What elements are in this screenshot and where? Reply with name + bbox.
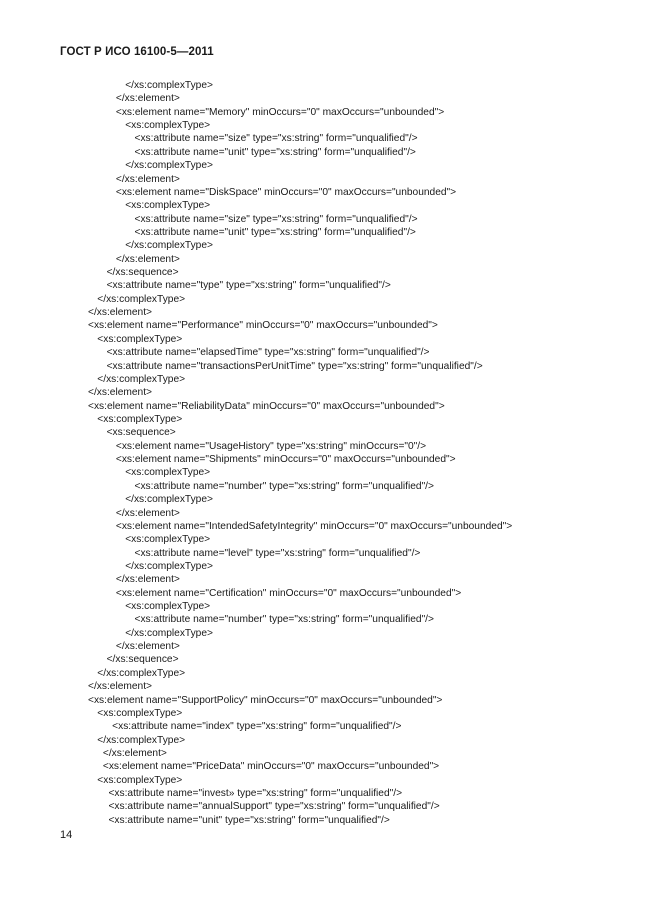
code-line: <xs:complexType>: [97, 707, 183, 719]
code-line: </xs:element>: [88, 307, 152, 319]
code-line: <xs:attribute name="unit" type="xs:string" form="unqualified"/>: [134, 226, 416, 238]
code-line: </xs:complexType>: [97, 734, 186, 746]
code-line: <xs:attribute name="annualSupport" type="xs:string" form="unqualified"/>: [108, 801, 440, 813]
code-line: </xs:complexType>: [125, 627, 213, 639]
code-line: </xs:element>: [88, 681, 152, 693]
code-line: <xs:attribute name="unit" type="xs:string" form="unqualified"/>: [108, 814, 390, 826]
code-line: </xs:element>: [115, 173, 180, 185]
code-line: </xs:complexType>: [125, 240, 213, 252]
page-number: 14: [60, 829, 73, 841]
code-line: <xs:attribute name="size" type="xs:string" form="unqualified"/>: [134, 213, 418, 225]
code-line: <xs:attribute name="type" type="xs:string" form="unqualified"/>: [106, 280, 391, 292]
code-line: <xs:attribute name="size" type="xs:string" form="unqualified"/>: [134, 133, 418, 145]
code-line: <xs:complexType>: [97, 333, 183, 345]
code-line: <xs:element name="Shipments" minOccurs="0" maxOccurs="unbounded">: [115, 454, 456, 466]
code-line: <xs:complexType>: [125, 200, 211, 212]
code-line: </xs:sequence>: [106, 654, 179, 666]
code-line: </xs:element>: [115, 93, 180, 105]
code-line: </xs:complexType>: [125, 80, 213, 91]
code-line: <xs:attribute name="level" type="xs:string" form="unqualified"/>: [134, 547, 421, 559]
code-line: <xs:element name="Certification" minOccurs="0" maxOccurs="unbounded">: [115, 587, 462, 599]
code-line: <xs:complexType>: [125, 601, 211, 613]
code-line: <xs:attribute name="unit" type="xs:string" form="unqualified"/>: [134, 146, 416, 158]
page-header-title: ГОСТ Р ИСО 16100-5—2011: [60, 46, 214, 58]
code-line: <xs:sequence>: [106, 427, 176, 439]
code-line: </xs:element>: [88, 387, 152, 399]
code-line: <xs:complexType>: [97, 774, 183, 786]
code-line: </xs:complexType>: [97, 373, 186, 385]
code-line: </xs:complexType>: [97, 293, 186, 305]
code-line: <xs:attribute name="invest» type="xs:string" form="unqualified"/>: [108, 788, 403, 800]
code-line: <xs:element name="ReliabilityData" minOccurs="0" maxOccurs="unbounded">: [88, 400, 445, 412]
code-line: <xs:complexType>: [125, 120, 211, 132]
code-line: </xs:element>: [115, 574, 180, 586]
code-line: <xs:element name="DiskSpace" minOccurs="0" maxOccurs="unbounded">: [115, 186, 457, 198]
code-line: </xs:complexType>: [97, 667, 186, 679]
code-line: <xs:attribute name="index" type="xs:string" form="unqualified"/>: [112, 721, 402, 733]
code-line: </xs:element>: [102, 747, 167, 759]
code-line: <xs:attribute name="number" type="xs:string" form="unqualified"/>: [134, 614, 434, 626]
code-line: </xs:complexType>: [125, 560, 213, 572]
code-line: <xs:complexType>: [97, 413, 183, 425]
code-line: </xs:complexType>: [125, 160, 213, 172]
code-line: </xs:element>: [115, 507, 180, 519]
code-line: <xs:element name="Performance" minOccurs="0" maxOccurs="unbounded">: [88, 320, 438, 332]
code-line: <xs:complexType>: [125, 467, 211, 479]
code-line: </xs:element>: [115, 641, 180, 653]
code-line: <xs:complexType>: [125, 534, 211, 546]
code-line: <xs:element name="IntendedSafetyIntegrity" minOccurs="0" maxOccurs="unbounded">: [115, 520, 513, 532]
code-line: <xs:attribute name="number" type="xs:string" form="unqualified"/>: [134, 480, 434, 492]
code-line: <xs:element name="Memory" minOccurs="0" maxOccurs="unbounded">: [115, 106, 445, 118]
code-line: <xs:element name="SupportPolicy" minOccurs="0" maxOccurs="unbounded">: [88, 694, 443, 706]
xml-schema-listing: [88, 79, 628, 827]
code-line: <xs:element name="PriceData" minOccurs="0" maxOccurs="unbounded">: [102, 761, 440, 773]
code-line: </xs:complexType>: [125, 494, 213, 506]
code-line: <xs:attribute name="elapsedTime" type="xs:string" form="unqualified"/>: [106, 347, 430, 359]
code-line: </xs:element>: [115, 253, 180, 265]
code-line: <xs:attribute name="transactionsPerUnitTime" type="xs:string" form="unqualified"/>: [106, 360, 483, 372]
code-line: </xs:sequence>: [106, 267, 179, 279]
code-line: <xs:element name="UsageHistory" type="xs:string" minOccurs="0"/>: [115, 440, 427, 452]
